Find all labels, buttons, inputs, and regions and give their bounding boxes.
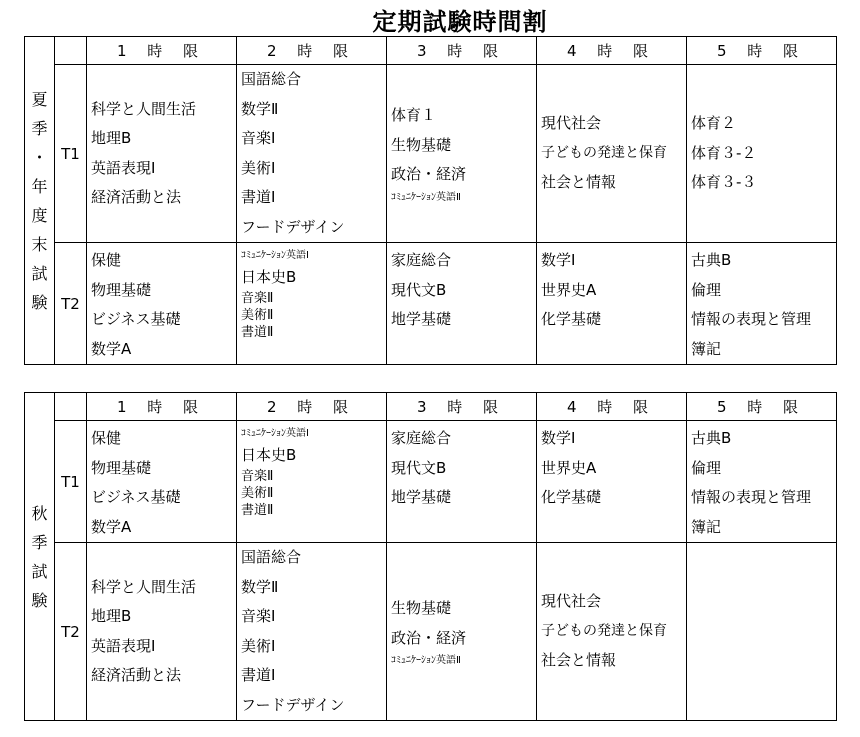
header-period-4: 4 時 限: [537, 393, 687, 421]
header-blank: [55, 37, 87, 65]
header-period-5: 5 時 限: [687, 37, 837, 65]
exam-cell-p3: 生物基礎 政治・経済 ｺﾐｭﾆｹｰｼｮﾝ英語Ⅱ: [387, 543, 537, 721]
header-period-5: 5 時 限: [687, 393, 837, 421]
exam-cell-p1: 保健 物理基礎 ビジネス基礎 数学A: [87, 243, 237, 365]
term-label-summer: 夏 季 ・ 年 度 末 試 験: [25, 37, 55, 365]
slot-row-t2: [25, 243, 837, 365]
header-period-1: 1 時 限: [87, 37, 237, 65]
exam-cell-p2: ｺﾐｭﾆｹｰｼｮﾝ英語Ⅰ 日本史B 音楽Ⅱ 美術Ⅱ 書道Ⅱ: [237, 243, 387, 365]
slot-label: T1: [55, 65, 87, 243]
exam-cell-p4: 現代社会 子どもの発達と保育 社会と情報: [537, 543, 687, 721]
header-period-2: 2 時 限: [237, 37, 387, 65]
exam-cell-p3: 家庭総合 現代文B 地学基礎: [387, 421, 537, 543]
exam-cell-p1: 保健 物理基礎 ビジネス基礎 数学A: [87, 421, 237, 543]
header-period-3: 3 時 限: [387, 393, 537, 421]
exam-cell-p5: 古典B 倫理 情報の表現と管理 簿記: [687, 243, 837, 365]
exam-cell-p4: 数学Ⅰ 世界史A 化学基礎: [537, 421, 687, 543]
slot-row-t1: [25, 421, 837, 543]
exam-cell-p4: 現代社会 子どもの発達と保育 社会と情報: [537, 65, 687, 243]
exam-cell-p3: 家庭総合 現代文B 地学基礎: [387, 243, 537, 365]
exam-cell-p1: 科学と人間生活 地理B 英語表現Ⅰ 経済活動と法: [87, 65, 237, 243]
header-period-3: 3 時 限: [387, 37, 537, 65]
header-period-1: 1 時 限: [87, 393, 237, 421]
exam-cell-p4: 数学Ⅰ 世界史A 化学基礎: [537, 243, 687, 365]
exam-cell-p2: ｺﾐｭﾆｹｰｼｮﾝ英語Ⅰ 日本史B 音楽Ⅱ 美術Ⅱ 書道Ⅱ: [237, 421, 387, 543]
header-period-2: 2 時 限: [237, 393, 387, 421]
exam-cell-p1: 科学と人間生活 地理B 英語表現Ⅰ 経済活動と法: [87, 543, 237, 721]
slot-label: T2: [55, 243, 87, 365]
exam-cell-p2: 国語総合 数学Ⅱ 音楽Ⅰ 美術Ⅰ 書道Ⅰ フードデザイン: [237, 543, 387, 721]
exam-cell-p5: [687, 543, 837, 721]
exam-cell-p5: 体育２ 体育３-２ 体育３-３: [687, 65, 837, 243]
summer-exam-table: [24, 36, 837, 365]
slot-label: T2: [55, 543, 87, 721]
exam-cell-p5: 古典B 倫理 情報の表現と管理 簿記: [687, 421, 837, 543]
term-label-autumn: 秋 季 試 験: [25, 393, 55, 721]
slot-row-t1: [25, 65, 837, 243]
header-blank: [55, 393, 87, 421]
period-header-row: [25, 393, 837, 421]
slot-label: T1: [55, 421, 87, 543]
slot-row-t2: [25, 543, 837, 721]
page-title: 定期試験時間割: [372, 8, 548, 36]
exam-cell-p2: 国語総合 数学Ⅱ 音楽Ⅰ 美術Ⅰ 書道Ⅰ フードデザイン: [237, 65, 387, 243]
period-header-row: [25, 37, 837, 65]
header-period-4: 4 時 限: [537, 37, 687, 65]
autumn-exam-table: [24, 392, 837, 721]
exam-cell-p3: 体育１ 生物基礎 政治・経済 ｺﾐｭﾆｹｰｼｮﾝ英語Ⅱ: [387, 65, 537, 243]
